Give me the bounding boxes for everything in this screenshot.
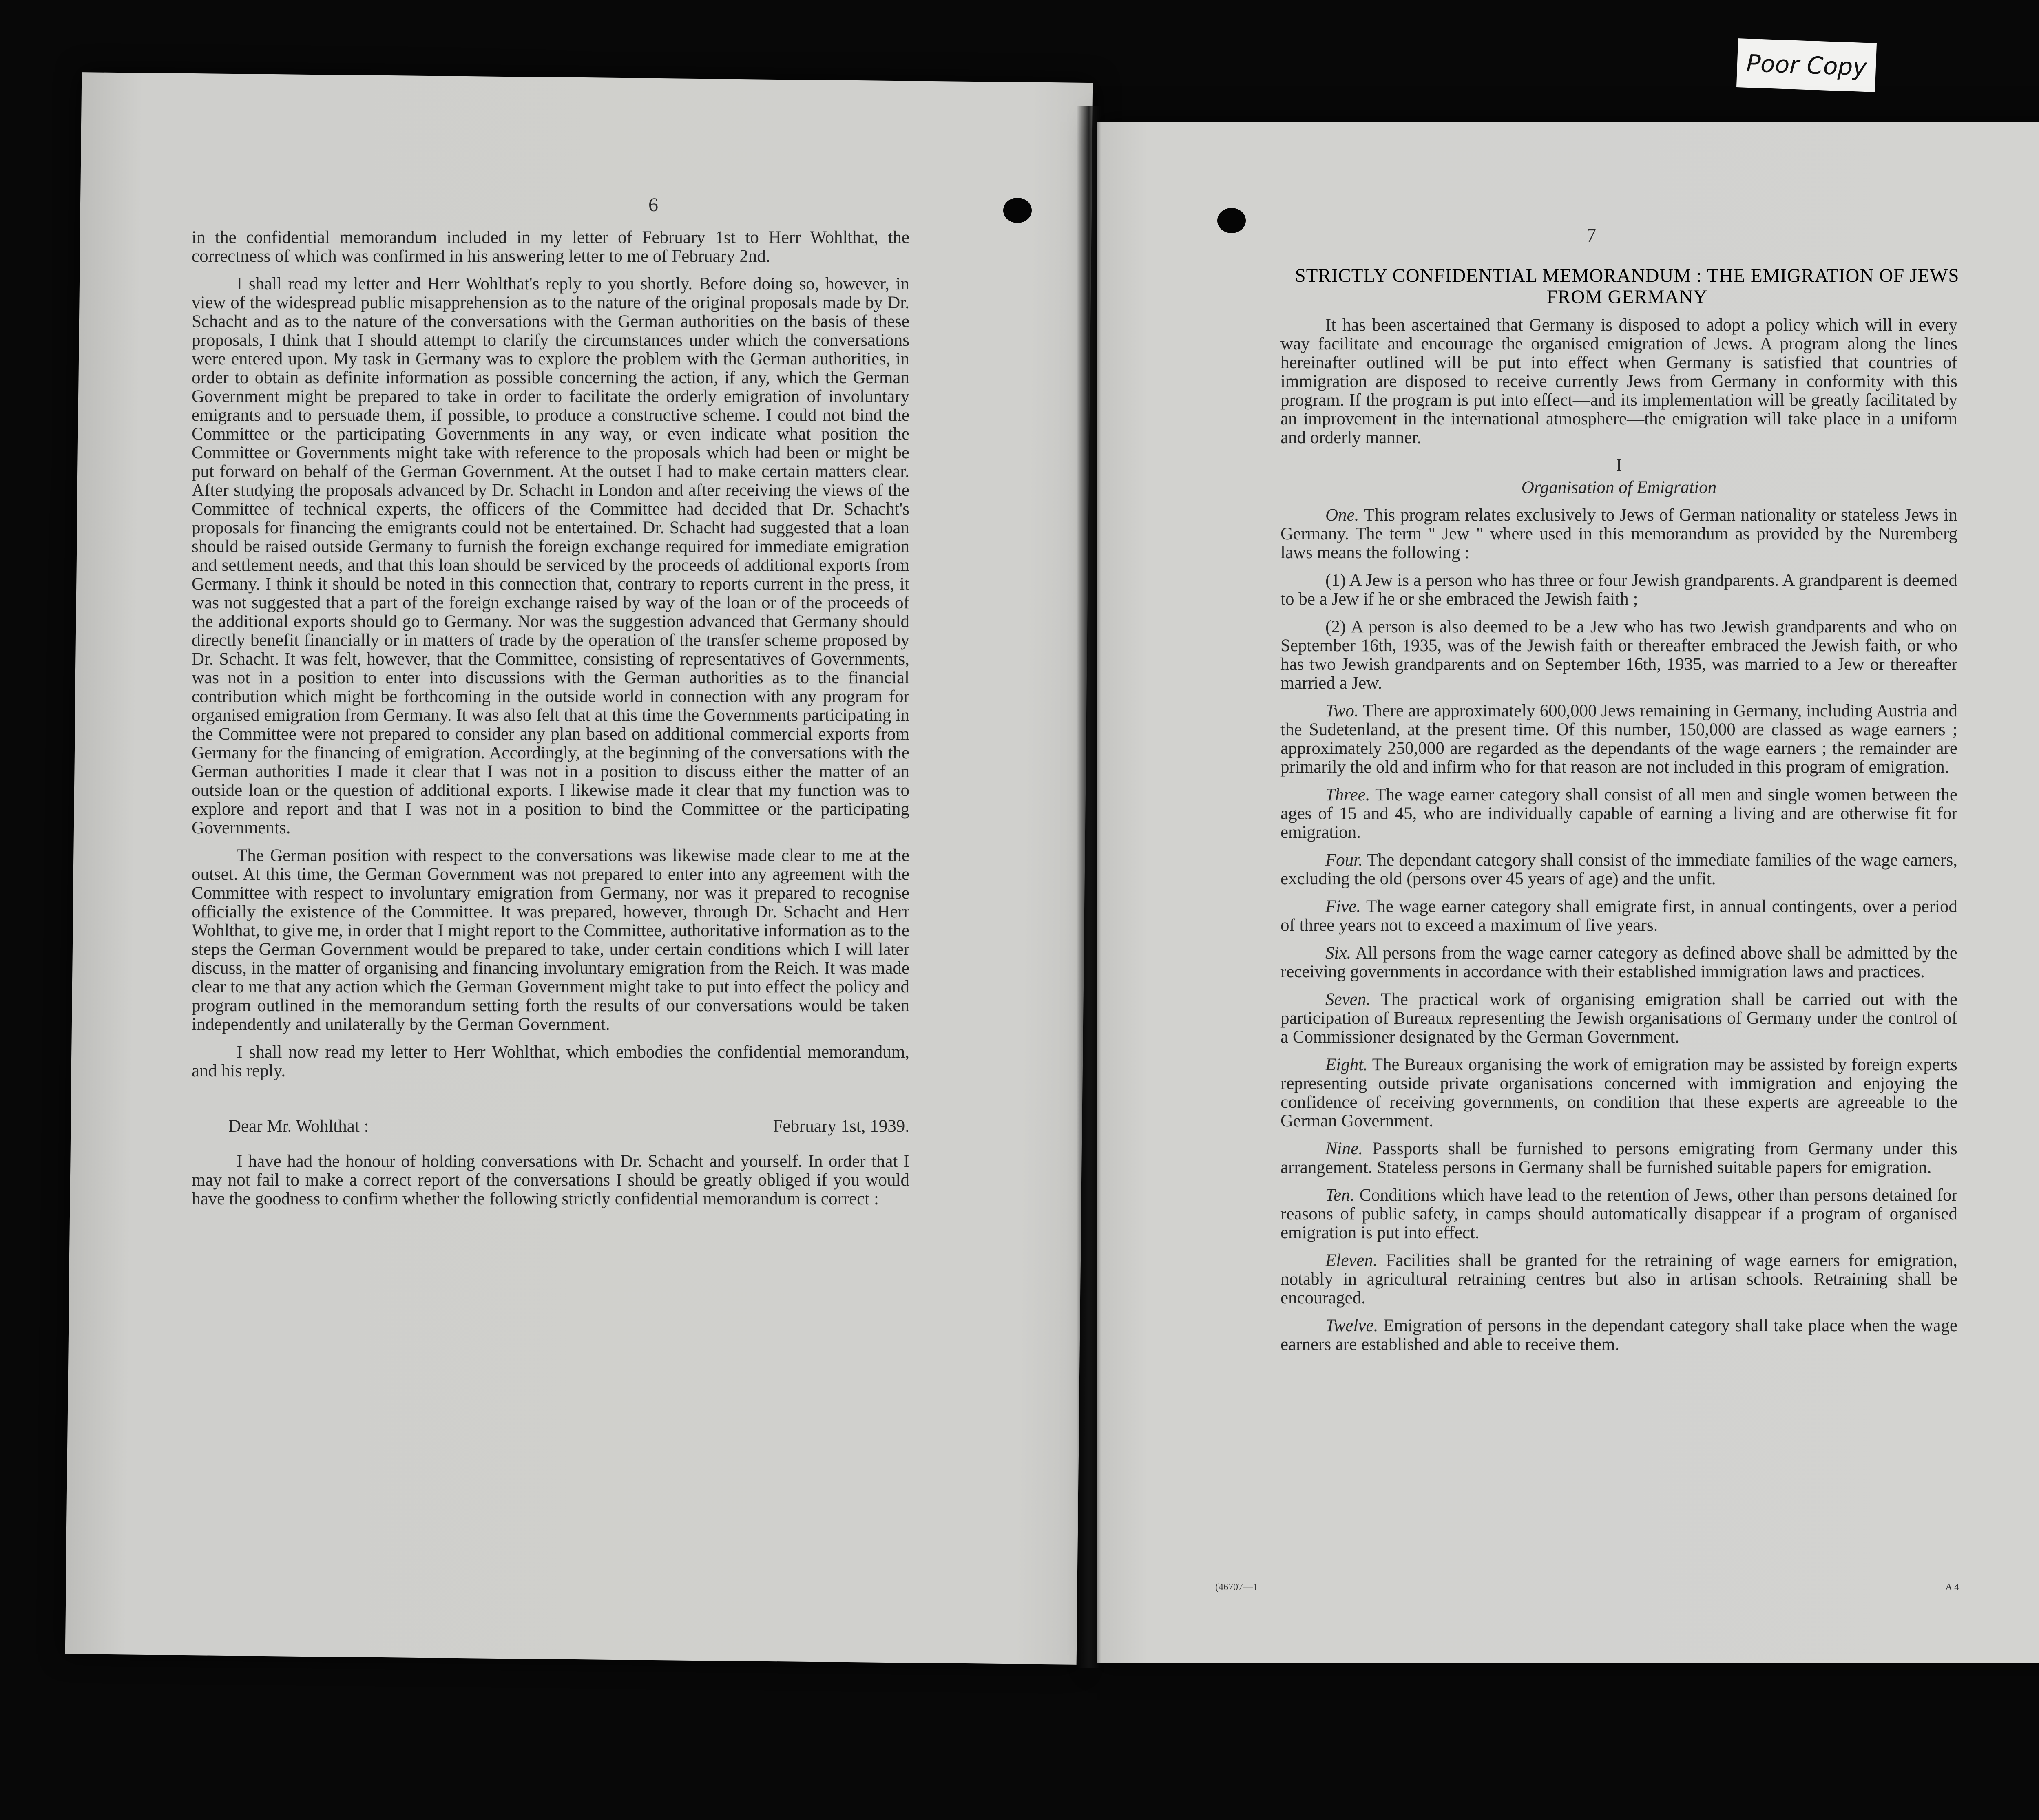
memorandum-item [1280,506,1957,562]
item-label: Twelve. [1325,1316,1378,1335]
memorandum-item [1280,786,1957,842]
memorandum-item [1280,944,1957,981]
right-page-number: 7 [1586,225,1596,246]
memorandum-item [1280,1056,1957,1131]
item-text: Emigration of persons in the dependant category shall take place when the wage earners are established and able to receive them. [1280,1316,1957,1354]
item-text: There are approximately 600,000 Jews remaining in Germany, including Austria and the Sudetenland, at the present time. Of this number, 150,000 are classed as wage earners ; approximately 250,000 are regarded as the dependants of the wage earners ; the remainder are primarily the old and infirm who for that reason are not included in this program of emigration. [1280,701,1957,777]
memorandum-item [1280,851,1957,888]
memorandum-item [1280,1186,1957,1242]
item-text: The dependant category shall consist of the immediate families of the wage earners, excluding the old (persons over 45 years of age) and the unfit. [1280,850,1957,888]
item-label: Eleven. [1325,1251,1378,1270]
memorandum-title: STRICTLY CONFIDENTIAL MEMORANDUM : THE EMIGRATION OF JEWS FROM GERMANY [1295,265,1959,307]
memorandum-item [1280,1251,1957,1308]
memorandum-items [1280,506,1957,1354]
right-page-text [1280,316,1957,1363]
letter-date: February 1st, 1939. [773,1117,909,1136]
item-label: Four. [1325,850,1363,870]
item-text: (1) A Jew is a person who has three or four Jewish grandparents. A grandparent is deemed to be a Jew if he or she embraced the Jewish faith ; [1280,571,1957,609]
item-label: Nine. [1325,1139,1363,1158]
paragraph: I shall read my letter and Herr Wohlthat's reply to you shortly. Before doing so, however, in view of the widespread public misapprehension as to the nature of the original proposals made by Dr. Schacht and as to the nature of the conversations with the German authorities on the basis of these proposals, I think that I should attempt to clarify the circumstances under which the conversations were entered upon. My task in Germany was to explore the problem with the German authorities, in order to obtain as definite information as possible concerning the action, if any, which the German Government might be prepared to take in order to facilitate the orderly emigration of involuntary emigrants and to persuade them, if possible, to produce a constructive scheme. I could not bind the Committee or the participating Governments in any way, or even indicate what position the Committee or Governments might take with reference to the proposals which had been or might be put forward on behalf of the German Government. At the outset I had to make certain matters clear. After studying the proposals advanced by Dr. Schacht in London and after receiving the views of the Committee of technical experts, the officers of the Committee had decided that Dr. Schacht's proposals for financing the emigrants could not be entertained. Dr. Schacht had suggested that a loan should be raised outside Germany to furnish the foreign exchange required for immediate emigration and settlement needs, and that this loan should be serviced by the proceeds of additional exports from Germany. I think it should be noted in this connection that, contrary to reports current in the press, it was not suggested that a part of the foreign exchange raised by way of the loan or of the proceeds of the additional exports should go to Germany. Nor was the suggestion advanced that Germany should directly benefit financially or in matters of trade by the operation of the transfer scheme proposed by Dr. Schacht. It was felt, however, that the Committee, consisting of representatives of Governments, was not in a position to enter into discussions with the German authorities as to the financial contribution which might be forthcoming in the outside world in connection with any program for organised emigration from Germany. It was also felt that at this time the Governments participating in the Committee were not prepared to consider any plan based on additional commercial exports from Germany for the financing of emigration. Accordingly, at the beginning of the conversations with the German authorities I made it clear that I was not in a position to discuss either the matter of an outside loan or the question of additional exports. I likewise made it clear that my function was to explore and report and that I was not in a position to bind the Committee or the participating Governments. [192,274,909,837]
item-label: Five. [1325,897,1361,916]
item-text: Facilities shall be granted for the retraining of wage earners for emigration, notably in agricultural retraining centres but also in artisan schools. Retraining shall be encouraged. [1280,1251,1957,1308]
item-label: Ten. [1325,1186,1355,1205]
item-label: Six. [1325,943,1351,963]
memorandum-item [1280,1140,1957,1177]
section-number: I [1616,456,1622,475]
salutation: Dear Mr. Wohlthat : [228,1117,369,1136]
item-text: This program relates exclusively to Jews of German nationality or stateless Jews in Germany. The term " Jew " where used in this memorandum as provided by the Nuremberg laws means the following : [1280,506,1957,562]
paragraph: The German position with respect to the conversations was likewise made clear to me at the outset. At this time, the German Government was not prepared to enter into any agreement with the Committee with respect to involuntary emigration from Germany, nor was it prepared to recognise officially the existence of the Committee. It was prepared, however, through Dr. Schacht and Herr Wohlthat, to give me, in order that I might report to the Committee, authoritative information as to the steps the German Government would be prepared to take, under certain conditions which I will later discuss, in the matter of organising and financing involuntary emigration from the Reich. It was made clear to me that any action which the German Government might take to put into effect the policy and program outlined in the memorandum setting forth the results of our conversations would be taken independently and unilaterally by the German Government. [192,846,909,1034]
left-page-number: 6 [648,194,658,216]
item-label: Three. [1325,785,1370,804]
memorandum-item [1280,897,1957,935]
item-text: The Bureaux organising the work of emigration may be assisted by foreign experts representing outside private organisations concerned with immigration and enjoying the confidence of receiving governments, on condition that these experts are agreeable to the German Government. [1280,1055,1957,1131]
memorandum-item [1280,571,1957,609]
item-text: The wage earner category shall consist of all men and single women between the ages of 15 and 45, who are individually capable of earning a living and are otherwise fit for emigration. [1280,785,1957,842]
item-label: Two. [1325,701,1359,720]
item-text: (2) A person is also deemed to be a Jew who has two Jewish grandparents and who on September 16th, 1935, was of the Jewish faith or thereafter embraced the Jewish faith, or who has two Jewish grandparents and on September 16th, 1935, was married to a Jew or thereafter married a Jew. [1280,617,1957,693]
paragraph: I shall now read my letter to Herr Wohlthat, which embodies the confidential memorandum, and his reply. [192,1043,909,1080]
memorandum-item [1280,990,1957,1047]
section-title: Organisation of Emigration [1521,478,1717,497]
memorandum-item [1280,618,1957,693]
signature-mark: A 4 [1945,1582,1959,1592]
item-text: The wage earner category shall emigrate first, in annual contingents, over a period of three years not to exceed a maximum of five years. [1280,897,1957,935]
print-code: (46707—1 [1215,1582,1258,1592]
letter-paragraph: I have had the honour of holding conversations with Dr. Schacht and yourself. In order that I may not fail to make a correct report of the conversations I should be greatly obliged if you would have the goodness to confirm whether the following strictly confidential memorandum is correct : [192,1152,909,1208]
item-text: Conditions which have lead to the retention of Jews, other than persons detained for reasons of public safety, in camps should automatically disappear if a program of organised emigration is put into effect. [1280,1186,1957,1242]
item-label: Seven. [1325,990,1371,1009]
item-label: One. [1325,506,1359,525]
poor-copy-stamp: Poor Copy [1736,38,1877,92]
punch-hole-left [1003,198,1032,223]
punch-hole-right [1217,208,1246,233]
book-gutter [1077,106,1101,1668]
left-page-text [192,228,909,1217]
memorandum-intro: It has been ascertained that Germany is disposed to adopt a policy which will in every way facilitate and encourage the organised emigration of Jews. A program along the lines hereinafter outlined will be put into effect when Germany is satisfied that countries of immigration are disposed to receive currently Jews from Germany in conformity with this program. If the program is put into effect—and its implementation will be greatly facilitated by an improvement in the international atmosphere—the emigration will take place in a uniform and orderly manner. [1280,316,1957,447]
memorandum-item [1280,1316,1957,1354]
paragraph: in the confidential memorandum included in my letter of February 1st to Herr Wohlthat, the correctness of which was confirmed in his answering letter to me of February 2nd. [192,228,909,266]
item-text: All persons from the wage earner category as defined above shall be admitted by the receiving governments in accordance with their established immigration laws and practices. [1280,943,1957,981]
item-text: Passports shall be furnished to persons emigrating from Germany under this arrangement. Stateless persons in Germany shall be furnished suitable papers for emigration. [1280,1139,1957,1177]
letter-heading [192,1117,909,1136]
item-label: Eight. [1325,1055,1368,1074]
memorandum-item [1280,702,1957,777]
item-text: The practical work of organising emigration shall be carried out with the participation of Bureaux representing the Jewish organisations of Germany under the control of a Commissioner designated by the German Government. [1280,990,1957,1047]
